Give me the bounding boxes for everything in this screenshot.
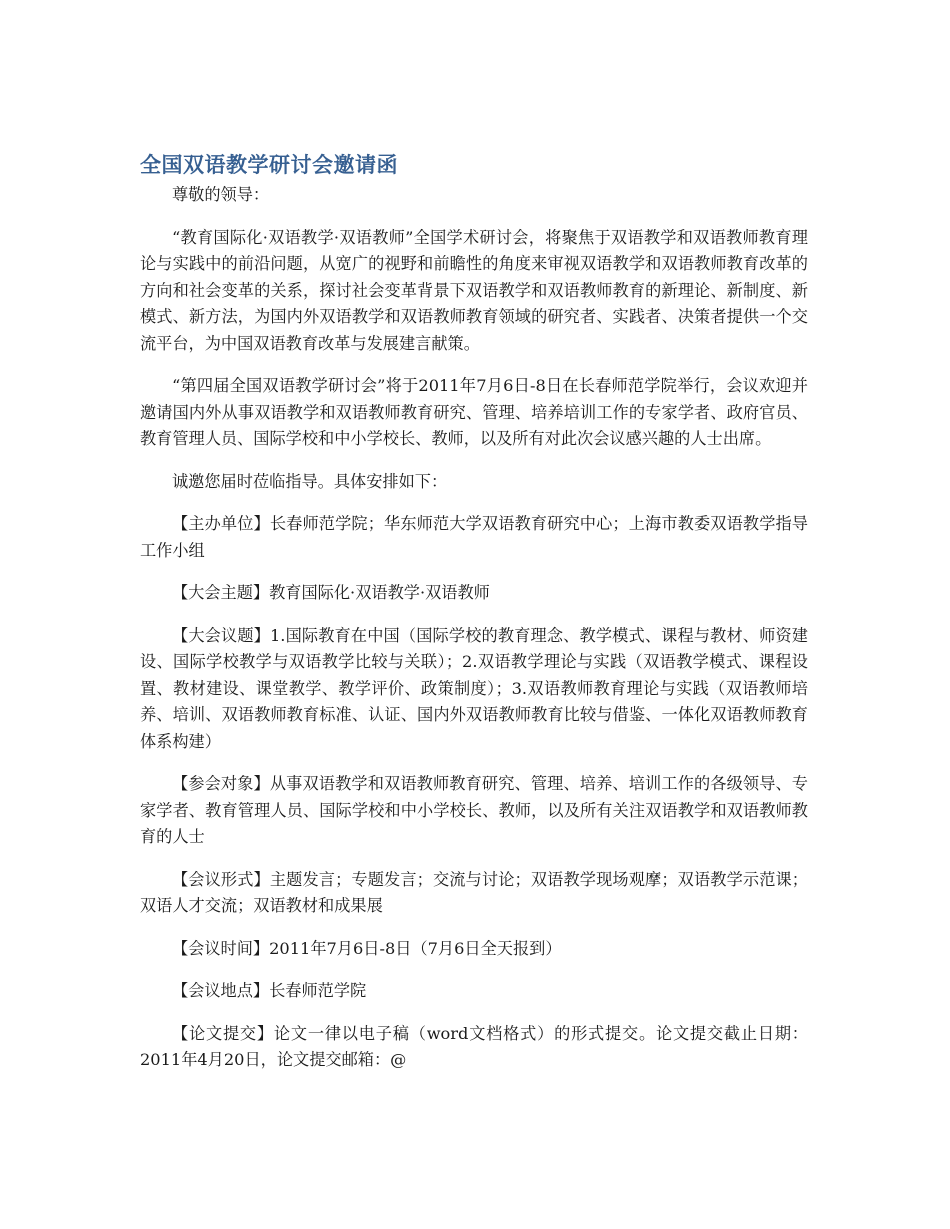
paragraph-submission: 【论文提交】论文一律以电子稿（word文档格式）的形式提交。论文提交截止日期：2011年4月20日，论文提交邮箱：@ (140, 1023, 808, 1069)
paragraph-intro: “教育国际化·双语教学·双语教师”全国学术研讨会，将聚焦于双语教学和双语教师教育理论与实践中的前沿问题，从宽广的视野和前瞻性的角度来审视双语教学和双语教师教育改革的方向和社会变革的关系，探讨社会变革背景下双语教学和双语教师教育的新理论、新制度、新模式、新方法，为国内外双语教学和双语教师教育领域的研究者、实践者、决策者提供一个交流平台，为中国双语教育改革与发展建言献策。 (140, 227, 808, 353)
paragraph-theme: 【大会主题】教育国际化·双语教学·双语教师 (172, 583, 490, 602)
document-title: 全国双语教学研讨会邀请函 (140, 153, 398, 177)
document-body (140, 150, 808, 1090)
paragraph-location: 【会议地点】长春师范学院 (172, 981, 367, 1000)
salutation: 尊敬的领导： (172, 185, 270, 204)
paragraph-participants: 【参会对象】从事双语教学和双语教师教育研究、管理、培养、培训工作的各级领导、专家学者、教育管理人员、国际学校和中小学校长、教师，以及所有关注双语教学和双语教师教育的人士 (140, 774, 808, 846)
paragraph-announcement: “第四届全国双语教学研讨会”将于2011年7月6日-8日在长春师范学院举行，会议欢迎并邀请国内外从事双语教学和双语教师教育研究、管理、培养培训工作的专家学者、政府官员、教育管理人员、国际学校和中小学校长、教师，以及所有对此次会议感兴趣的人士出席。 (140, 376, 808, 448)
paragraph-topics: 【大会议题】1.国际教育在中国（国际学校的教育理念、教学模式、课程与教材、师资建设、国际学校教学与双语教学比较与关联）；2.双语教学理论与实践（双语教学模式、课程设置、教材建设、课堂教学、教学评价、政策制度）；3.双语教师教育理论与实践（双语教师培养、培训、双语教师教育标准、认证、国内外双语教师教育比较与借鉴、一体化双语教师教育体系构建） (140, 625, 808, 751)
paragraph-organizers: 【主办单位】长春师范学院；华东师范大学双语教育研究中心；上海市教委双语教学指导工作小组 (140, 514, 808, 560)
paragraph-format: 【会议形式】主题发言；专题发言；交流与讨论；双语教学现场观摩；双语教学示范课；双语人才交流；双语教材和成果展 (140, 869, 808, 915)
paragraph-time: 【会议时间】2011年7月6日-8日（7月6日全天报到） (172, 938, 562, 958)
paragraph-invitation: 诚邀您届时莅临指导。具体安排如下： (172, 471, 448, 491)
